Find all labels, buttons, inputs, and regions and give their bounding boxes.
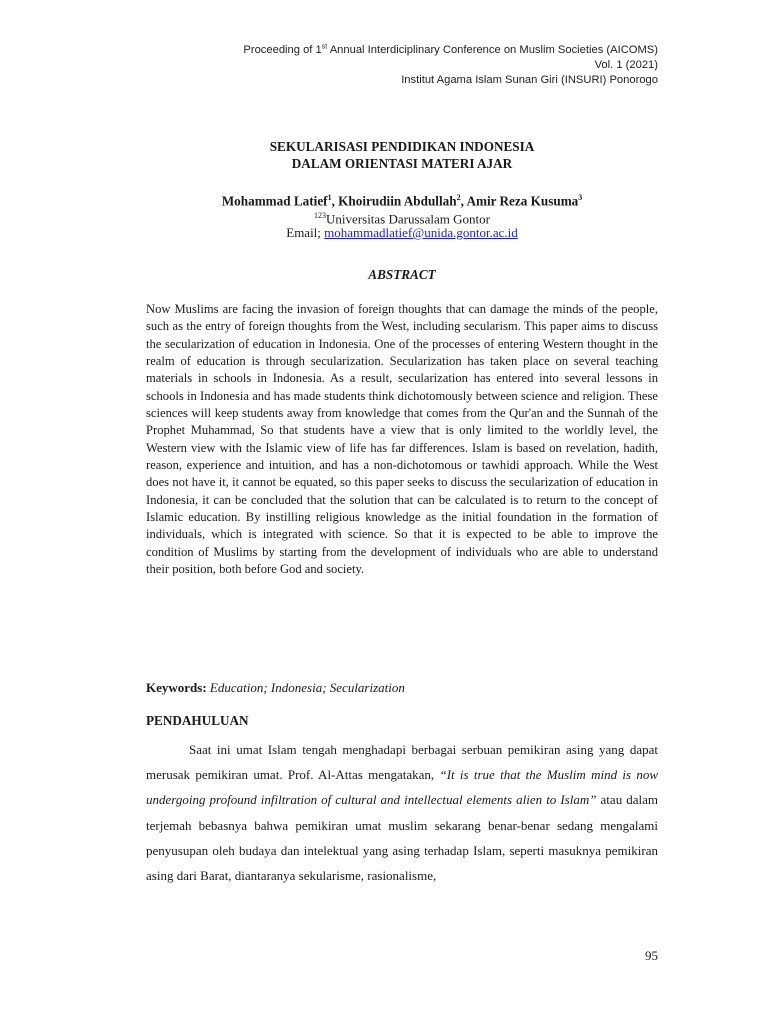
- keywords-label: Keywords:: [146, 680, 207, 695]
- keywords-value: Education; Indonesia; Secularization: [206, 680, 405, 695]
- author-affiliation-sup: 2: [456, 193, 461, 202]
- author-name: Amir Reza Kusuma: [466, 193, 579, 209]
- running-header: [243, 43, 658, 88]
- email-line: [146, 224, 658, 241]
- header-proceeding-line: [243, 43, 658, 58]
- author-affiliation-sup: 3: [578, 193, 583, 202]
- paragraph-text: Saat ini umat Islam tengah menghadapi berbagai serbuan pemikiran asing yang dapat merusak pemikiran umat. Prof. Al-Attas mengatakan,: [146, 742, 658, 783]
- paragraph-quote: “It is true that the Muslim mind is now undergoing profound infiltration of cultural and intellectual elements alien to Islam”: [146, 767, 659, 808]
- paper-title: [146, 138, 658, 172]
- abstract-text: Now Muslims are facing the invasion of foreign thoughts that can damage the minds of the people, such as the entry of foreign thoughts from the West, including secularism. This paper aims to discuss the secularization of education in Indonesia. One of the processes of entering Western thought in the realm of education is through secularization. Secularization has taken place on several teaching materials in schools in Indonesia. As a result, secularization has entered into several lessons in schools in Indonesia and has made students think dichotomously between science and religion. These sciences will keep students away from knowledge that comes from the Qur'an and the Sunnah of the Prophet Muhammad, So that students have a view that is only limited to the worldly level, the Western view with the Islamic view of life has far differences. Islam is based on revelation, hadith, reason, experience and intuition, and has a non-dichotomous or tawhidi approach. While the West does not have it, it cannot be equated, so this paper seeks to discuss the secularization of education in Indonesia, it can be concluded that the solution that can be calculated is to return to the concept of Islamic education. By instilling religious knowledge as the initial foundation in the formation of individuals, which is integrated with science. So that it is expected to be able to improve the condition of Muslims by starting from the development of individuals who are able to understand their position, both before God and society.: [146, 302, 658, 577]
- email-link[interactable]: mohammadlatief@unida.gontor.ac.id: [324, 225, 518, 240]
- page-number: 95: [645, 948, 658, 963]
- header-proceeding-prefix: Proceeding of 1: [243, 44, 322, 56]
- section-heading: PENDAHULUAN: [146, 713, 249, 728]
- header-proceeding-suffix: Annual Interdiciplinary Conference on Muslim Societies (AICOMS): [327, 44, 658, 56]
- keywords-line: [146, 679, 658, 696]
- author-name: Mohammad Latief: [221, 193, 328, 209]
- author-affiliation-sup: 1: [327, 193, 332, 202]
- paragraph-text-continued: atau dalam terjemah bebasnya bahwa pemikiran umat muslim sekarang benar-benar sedang mengalami penyusupan oleh budaya dan intelektual yang asing terhadap Islam, seperti masuknya pemikiran asing dari Barat, diantaranya sekularisme, rasionalisme,: [146, 792, 659, 884]
- abstract-heading: ABSTRACT: [368, 267, 436, 282]
- body-paragraph: [146, 737, 658, 888]
- affiliation-sup: 123: [314, 211, 327, 220]
- email-label: Email;: [286, 225, 325, 240]
- header-institution: Institut Agama Islam Sunan Giri (INSURI) Ponorogo: [401, 74, 658, 86]
- affiliation-text: Universitas Darussalam Gontor: [326, 211, 490, 227]
- header-volume: Vol. 1 (2021): [594, 59, 658, 71]
- title-line-2: DALAM ORIENTASI MATERI AJAR: [291, 156, 513, 171]
- author-name: Khoirudiin Abdullah: [338, 193, 457, 209]
- title-line-1: SEKULARISASI PENDIDIKAN INDONESIA: [269, 139, 535, 154]
- author-list: Mohammad Latief$^1$, Khoirudiin Abdullah$^2$, Amir Reza Kusuma$^3$: [221, 193, 583, 209]
- header-ordinal-sup: st: [321, 43, 328, 51]
